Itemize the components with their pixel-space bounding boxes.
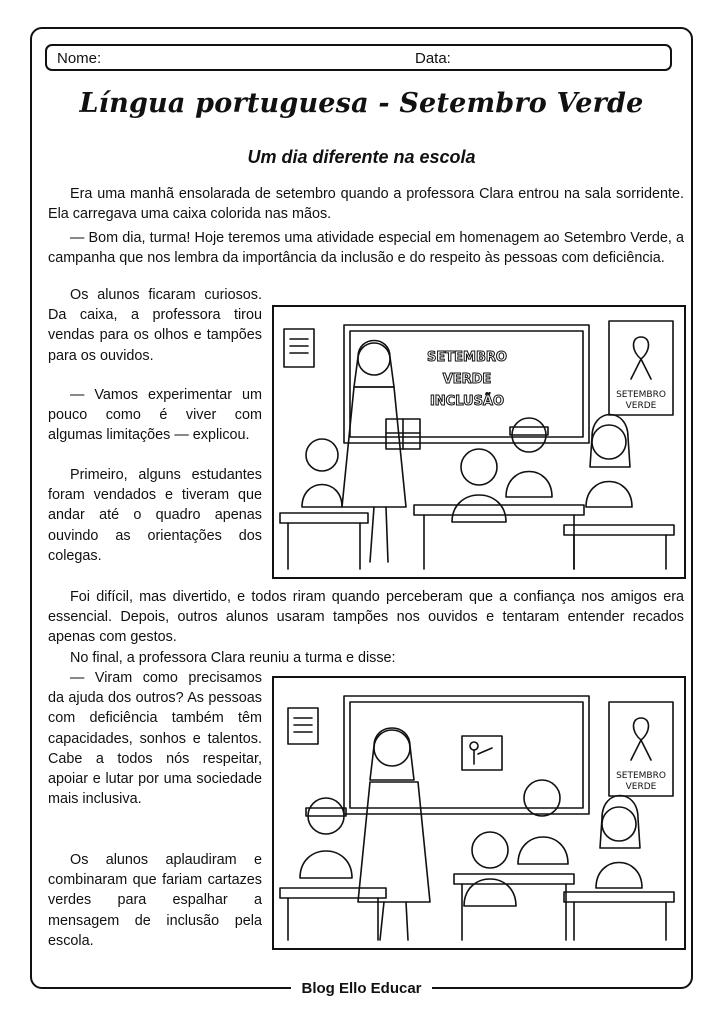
teacher-body bbox=[342, 387, 406, 507]
name-label: Nome: bbox=[57, 50, 102, 67]
paragraph-1: Era uma manhã ensolarada de setembro quando a professora Clara entrou na sala sorridente. Ela carregava uma caixa colorida nas mãos. bbox=[48, 186, 684, 223]
date-label: Data: bbox=[415, 50, 451, 67]
paragraph-7: No final, a professora Clara reuniu a turma e disse: bbox=[70, 650, 396, 666]
paragraph-9: Os alunos aplaudiram e combinaram que fariam cartazes verdes para espalhar a mensagem de inclusão pela escola. bbox=[48, 852, 262, 949]
paragraph-6: Foi difícil, mas divertido, e todos riram quando perceberam que a confiança nos amigos era essencial. Depois, outros alunos usaram tampões nos ouvidos e tentaram entender recados apenas com gestos. bbox=[48, 589, 684, 646]
classroom-illustration-2 bbox=[272, 676, 686, 950]
classroom-scene-2 bbox=[274, 678, 684, 948]
classroom-scene-1 bbox=[274, 307, 684, 577]
poster-text-line-1: SETEMBRO bbox=[616, 771, 666, 781]
paragraph-8: — Viram como precisamos da ajuda dos outros? As pessoas com deficiência também têm capacidades, sonhos e talentos. Cabe a todos nós respeitar, apoiar e lutar por uma sociedade mais inclusiva. bbox=[48, 670, 262, 808]
chalkboard bbox=[344, 696, 589, 814]
wall-paper-icon bbox=[284, 329, 314, 367]
paragraph-3: Os alunos ficaram curiosos. Da caixa, a professora tirou vendas para os olhos e tampões para os ouvidos. bbox=[48, 287, 262, 364]
board-text-line-1: SETEMBRO bbox=[427, 350, 507, 365]
story-title: Um dia diferente na escola bbox=[247, 147, 476, 167]
paragraph-4: — Vamos experimentar um pouco como é viver com algumas limitações — explicou. bbox=[48, 387, 262, 444]
page-title: Língua portuguesa - Setembro Verde bbox=[79, 88, 644, 119]
wall-paper-icon bbox=[288, 708, 318, 744]
paragraph-5: Primeiro, alguns estudantes foram vendados e tiveram que andar até o quadro apenas ouvindo as orientações dos colegas. bbox=[48, 467, 262, 564]
board-text-line-3: INCLUSÃO bbox=[429, 394, 505, 409]
footer-brand: Blog Ello Educar bbox=[291, 980, 431, 997]
footer bbox=[30, 980, 693, 1002]
paragraph-2: — Bom dia, turma! Hoje teremos uma atividade especial em homenagem ao Setembro Verde, a campanha que nos lembra da importância da inclusão e do respeito às pessoas com deficiência. bbox=[48, 230, 684, 267]
classroom-illustration-1 bbox=[272, 305, 686, 579]
poster-text-line-2: VERDE bbox=[625, 782, 657, 792]
board-text-line-2: VERDE bbox=[442, 372, 492, 387]
poster-text-line-1: SETEMBRO bbox=[616, 390, 666, 400]
poster-text-line-2: VERDE bbox=[625, 401, 657, 411]
name-date-box bbox=[45, 44, 672, 71]
teacher-head bbox=[358, 343, 390, 375]
